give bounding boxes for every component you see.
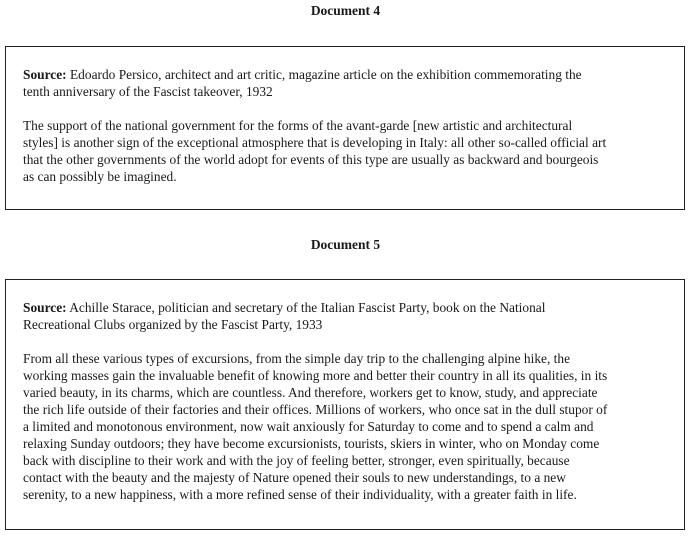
body-line: varied beauty, in its charms, which are countless. And therefore, workers get to know, study, and appreciate bbox=[23, 385, 598, 400]
body-line: relaxing Sunday outdoors; they have become excursionists, tourists, skiers in winter, who on Monday come bbox=[23, 436, 600, 451]
body-line: the rich life outside of their factories and their offices. Millions of workers, who once sat in the dull stupor of bbox=[23, 402, 608, 417]
body-line: that the other governments of the world adopt for events of this type are usually as backward and bourgeois bbox=[23, 152, 599, 167]
body-line: back with discipline to their work and with the joy of feeling better, stronger, even spiritually, because bbox=[23, 453, 570, 468]
body-line: serenity, to a new happiness, with a more refined sense of their individuality, with a greater faith in life. bbox=[23, 487, 577, 502]
body-line: a limited and monotonous environment, now wait anxiously for Saturday to come and to spend a calm and bbox=[23, 419, 594, 434]
document-5-heading: Document 5 bbox=[310, 237, 381, 252]
document-4-box bbox=[5, 46, 685, 210]
body-line: as can possibly be imagined. bbox=[23, 169, 177, 184]
document-5-body bbox=[23, 350, 670, 503]
document-4-heading: Document 4 bbox=[310, 3, 381, 18]
source-label: Source: bbox=[23, 300, 67, 315]
body-line: working masses gain the invaluable benefit of knowing more and better their country in all its qualities, in its bbox=[23, 368, 608, 383]
body-line: The support of the national government for the forms of the avant-garde [new artistic and architectural bbox=[23, 118, 573, 133]
body-line: styles] is another sign of the exceptional atmosphere that is developing in Italy: all other so-called official art bbox=[23, 135, 607, 150]
document-4-body bbox=[23, 117, 670, 185]
document-4-source bbox=[23, 66, 670, 100]
source-line: tenth anniversary of the Fascist takeover, 1932 bbox=[23, 84, 273, 99]
source-line bbox=[23, 299, 670, 316]
document-5-source bbox=[23, 299, 670, 333]
source-line bbox=[23, 66, 670, 83]
document-5-box bbox=[5, 279, 685, 530]
source-text: Edoardo Persico, architect and art critic, magazine article on the exhibition commemorating the bbox=[70, 67, 582, 82]
body-line: From all these various types of excursions, from the simple day trip to the challenging alpine hike, the bbox=[23, 351, 571, 366]
body-line: contact with the beauty and the majesty of Nature opened their souls to new understandings, to a new bbox=[23, 470, 566, 485]
source-label: Source: bbox=[23, 67, 67, 82]
source-text: Achille Starace, politician and secretary of the Italian Fascist Party, book on the National bbox=[69, 300, 546, 315]
source-line: Recreational Clubs organized by the Fascist Party, 1933 bbox=[23, 317, 323, 332]
